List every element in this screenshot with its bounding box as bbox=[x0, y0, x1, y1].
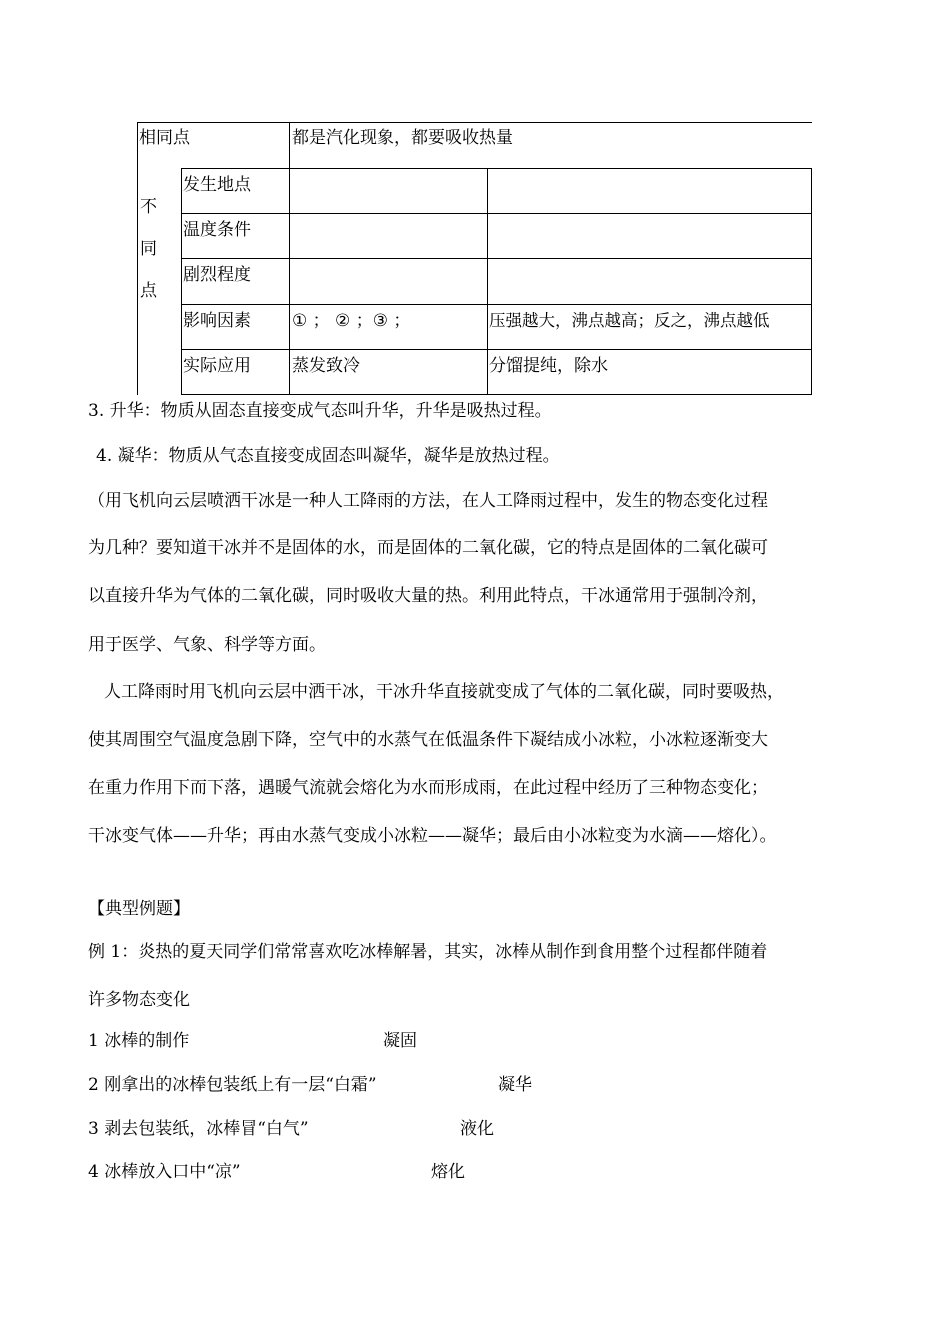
row-label: 影响因素 bbox=[183, 311, 251, 331]
table-divider bbox=[181, 258, 812, 259]
table-border-bottom bbox=[181, 394, 812, 395]
row-label: 实际应用 bbox=[183, 356, 251, 376]
row-cell: ① ； ② ；③ ； bbox=[292, 311, 411, 331]
table-divider bbox=[181, 168, 812, 169]
paragraph-line: 使其周围空气温度急剧下降，空气中的水蒸气在低温条件下凝结成小冰粒，小冰粒逐渐变大 bbox=[88, 730, 768, 750]
table-divider bbox=[181, 349, 812, 350]
list-item-answer: 熔化 bbox=[431, 1162, 465, 1182]
example-line: 例 1：炎热的夏天同学们常常喜欢吃冰棒解暑，其实，冰棒从制作到食用整个过程都伴随着 bbox=[88, 942, 768, 962]
list-item-answer: 液化 bbox=[460, 1119, 494, 1139]
row-label: 剧烈程度 bbox=[183, 265, 251, 285]
section-deposition: 4. 凝华：物质从气态直接变成固态叫凝华，凝华是放热过程。 bbox=[96, 446, 560, 466]
paragraph-line: 人工降雨时用飞机向云层中洒干冰，干冰升华直接就变成了气体的二氧化碳，同时要吸热， bbox=[104, 682, 784, 702]
row-label: 温度条件 bbox=[183, 220, 251, 240]
list-item-text: 1 冰棒的制作 bbox=[88, 1031, 190, 1051]
table-divider bbox=[289, 122, 290, 395]
table-divider bbox=[181, 213, 812, 214]
list-item-text: 2 刚拿出的冰棒包装纸上有一层“白霜” bbox=[88, 1075, 377, 1095]
diff-label-char: 不 bbox=[140, 197, 157, 217]
row-cell: 分馏提纯，除水 bbox=[489, 356, 608, 376]
paragraph-line: 为几种？要知道干冰并不是固体的水，而是固体的二氧化碳，它的特点是固体的二氧化碳可 bbox=[88, 538, 768, 558]
list-item-text: 4 冰棒放入口中“凉” bbox=[88, 1162, 241, 1182]
paragraph-line: 干冰变气体——升华；再由水蒸气变成小冰粒——凝华；最后由小冰粒变为水滴——熔化）。 bbox=[88, 826, 777, 846]
section-sublimation: 3. 升华：物质从固态直接变成气态叫升华，升华是吸热过程。 bbox=[88, 401, 552, 421]
row-label: 发生地点 bbox=[183, 175, 251, 195]
table-divider bbox=[181, 168, 182, 395]
list-item-text: 3 剥去包装纸，冰棒冒“白气” bbox=[88, 1119, 309, 1139]
paragraph-line: 以直接升华为气体的二氧化碳，同时吸收大量的热。利用此特点，干冰通常用于强制冷剂， bbox=[88, 586, 768, 606]
example-line: 许多物态变化 bbox=[88, 990, 190, 1010]
list-item-answer: 凝华 bbox=[498, 1075, 532, 1095]
paragraph-line: 用于医学、气象、科学等方面。 bbox=[88, 635, 326, 655]
same-label: 相同点 bbox=[139, 128, 190, 148]
row-cell: 压强越大，沸点越高；反之，沸点越低 bbox=[489, 311, 770, 330]
list-item-answer: 凝固 bbox=[383, 1031, 417, 1051]
table-border-top bbox=[137, 122, 812, 123]
same-value: 都是汽化现象，都要吸收热量 bbox=[292, 128, 513, 148]
table-divider bbox=[487, 168, 488, 395]
paragraph-line: 在重力作用下而下落，遇暖气流就会熔化为水而形成雨，在此过程中经历了三种物态变化； bbox=[88, 778, 768, 798]
paragraph-line: （用飞机向云层喷洒干冰是一种人工降雨的方法，在人工降雨过程中，发生的物态变化过程 bbox=[88, 491, 768, 511]
examples-heading: 【典型例题】 bbox=[88, 899, 190, 919]
table-divider bbox=[181, 304, 812, 305]
diff-label-char: 点 bbox=[140, 281, 157, 301]
diff-label-char: 同 bbox=[140, 239, 157, 259]
row-cell: 蒸发致冷 bbox=[292, 356, 360, 376]
table-border-right bbox=[811, 168, 812, 395]
table-border-left bbox=[137, 122, 138, 395]
